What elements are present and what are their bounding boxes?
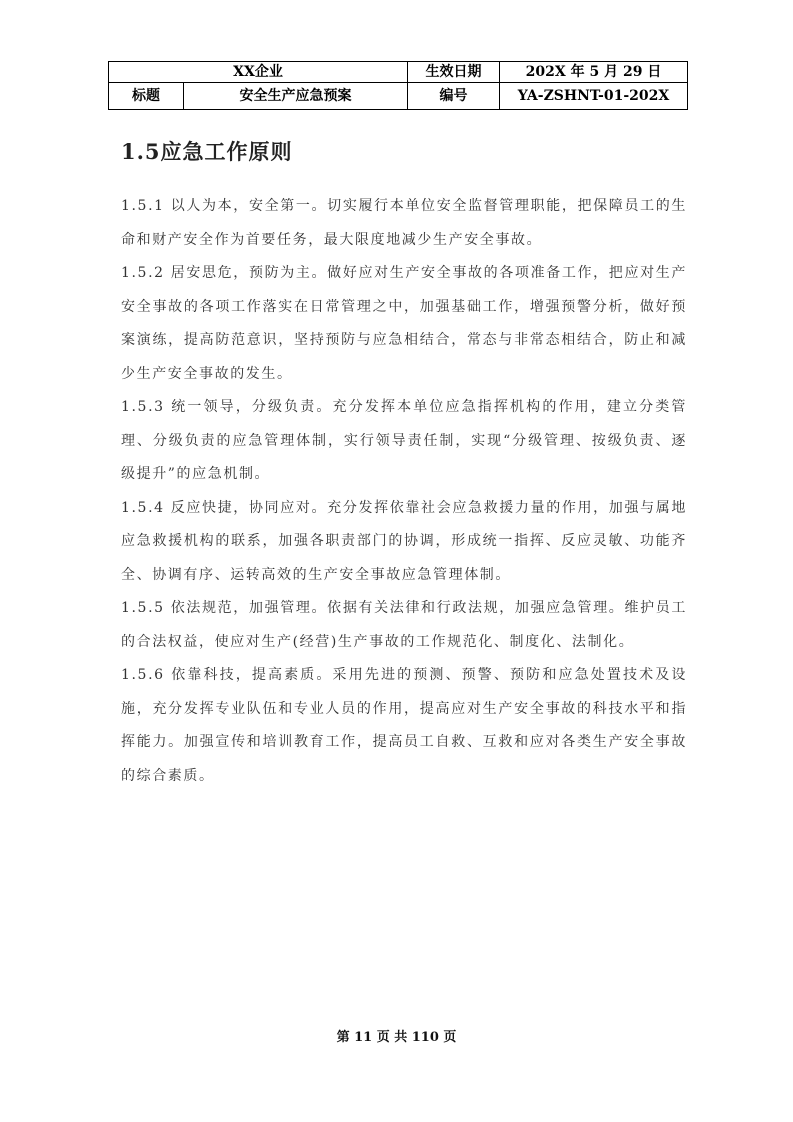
paragraph-1-5-5: 1.5.5 依法规范，加强管理。依据有关法律和行政法规，加强应急管理。维护员工的合法权益，使应对生产(经营)生产事故的工作规范化、制度化、法制化。 [121, 600, 687, 650]
section-body [121, 190, 687, 793]
page-number-footer: 第 11 页 共 110 页 [336, 1030, 457, 1045]
title-label: 标题 [109, 83, 184, 110]
header-row-1 [109, 62, 688, 83]
paragraph-1-5-1: 1.5.1 以人为本，安全第一。切实履行本单位安全监督管理职能，把保障员工的生命和财产安全作为首要任务，最大限度地减少生产安全事故。 [121, 198, 687, 248]
paragraph-1-5-4: 1.5.4 反应快捷，协同应对。充分发挥依靠社会应急救援力量的作用，加强与属地应急救援机构的联系，加强各职责部门的协调，形成统一指挥、反应灵敏、功能齐全、协调有序、运转高效的生产安全事故应急管理体制。 [121, 499, 687, 583]
effective-date-value: 202X 年 5 月 29 日 [500, 62, 688, 83]
header-row-2 [109, 83, 688, 110]
number-label: 编号 [408, 83, 500, 110]
paragraph-1-5-3: 1.5.3 统一领导，分级负责。充分发挥本单位应急指挥机构的作用，建立分类管理、分级负责的应急管理体制，实行领导责任制，实现“分级管理、按级负责、逐级提升”的应急机制。 [121, 399, 687, 482]
company-name: XX企业 [109, 62, 408, 83]
paragraph-1-5-6: 1.5.6 依靠科技，提高素质。采用先进的预测、预警、预防和应急处置技术及设施，充分发挥专业队伍和专业人员的作用，提高应对生产安全事故的科技水平和指挥能力。加强宣传和培训教育工作，提高员工自救、互救和应对各类生产安全事故的综合素质。 [121, 667, 687, 784]
document-title: 安全生产应急预案 [184, 83, 408, 110]
effective-date-label: 生效日期 [408, 62, 500, 83]
document-number: YA-ZSHNT-01-202X [500, 83, 688, 110]
document-header-table [108, 61, 688, 110]
section-heading: 1.5应急工作原则 [121, 139, 293, 164]
paragraph-1-5-2: 1.5.2 居安思危，预防为主。做好应对生产安全事故的各项准备工作，把应对生产安全事故的各项工作落实在日常管理之中，加强基础工作，增强预警分析，做好预案演练，提高防范意识，坚持预防与应急相结合，常态与非常态相结合，防止和减少生产安全事故的发生。 [121, 265, 687, 382]
